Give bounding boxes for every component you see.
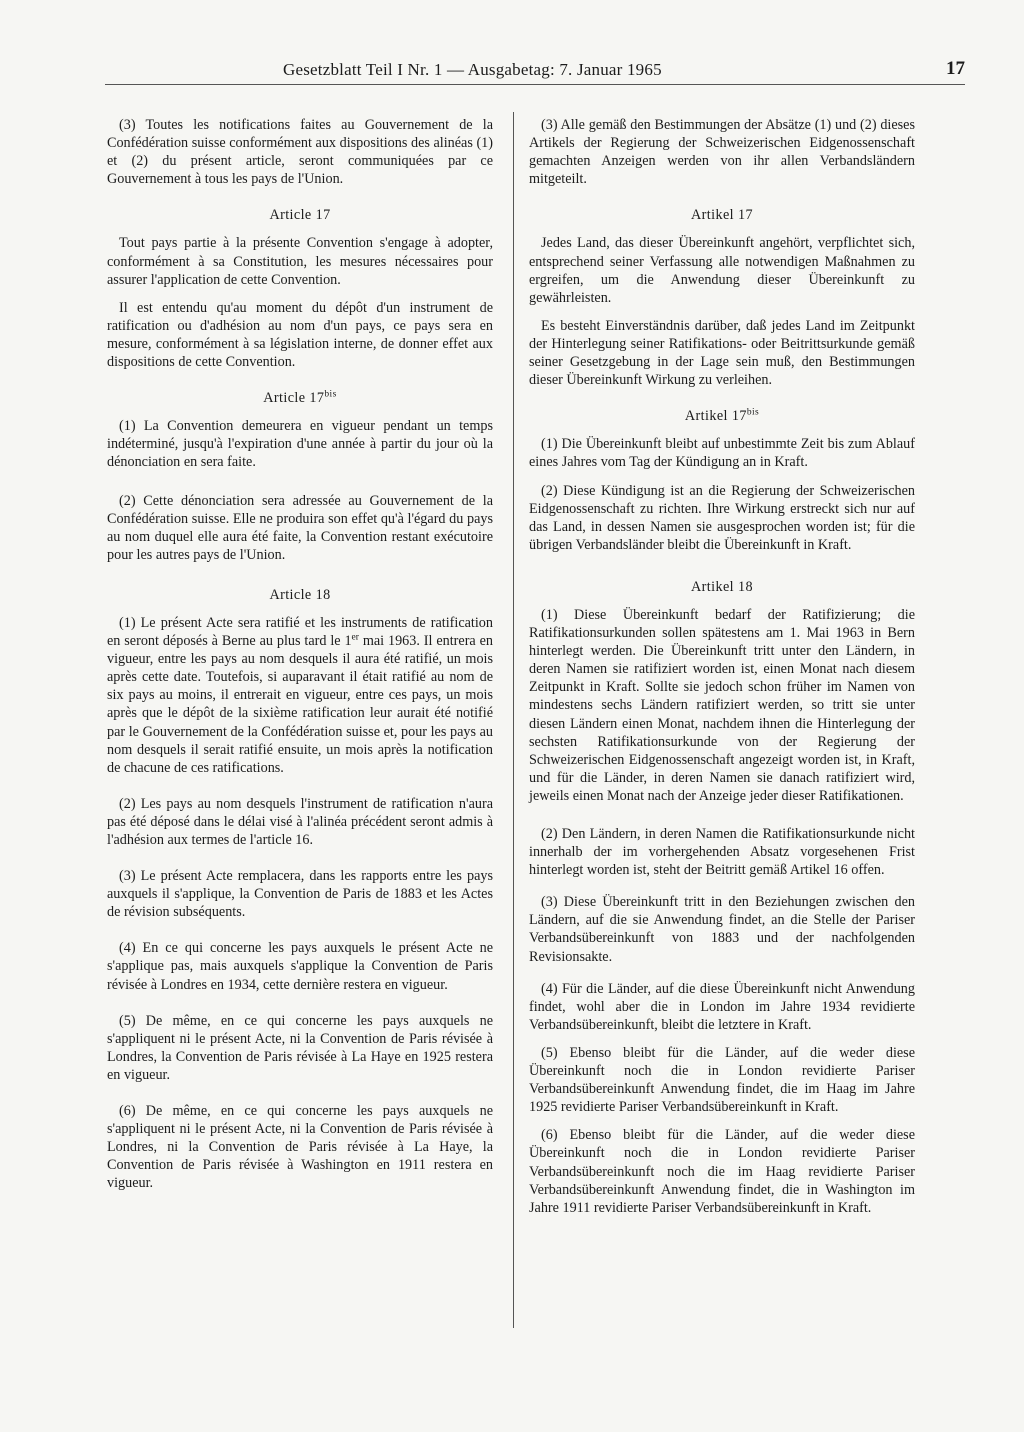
page-header [105, 58, 965, 88]
article-18-paragraph-5-fr: (5) De même, en ce qui concerne les pays auxquels ne s'appliquent ni le présent Acte, ni la Convention de Paris révisée à Londres, la Convention de Paris révisée à La Haye en 1925 restera en vigueur. [107, 1012, 493, 1083]
article-17bis-heading-fr [107, 389, 493, 407]
article-18-paragraph-2-fr: (2) Les pays au nom desquels l'instrument de ratification n'aura pas été déposé dans le délai visé à l'alinéa précédent seront admis à l'adhésion aux termes de l'article 16. [107, 795, 493, 848]
article-18-paragraph-1-fr [107, 614, 493, 777]
article-18-paragraph-1-text-b-fr: mai 1963. Il entrera en vigueur, entre les pays au nom desquels il aura été ratifié, un mois après cette date. Toutefois, si auparavant il était ratifié au nom de six pays au moins, il entrerait en vigueur, entre ces pays, un mois après que le dépôt de la sixième ratification leur aurait été notifié par le Gouvernement de la Confédération suisse et, pour les pays au nom desquels il serait ratifié ensuite, un mois après la notification de chacune de ces ratifications. [107, 633, 493, 776]
article-18-paragraph-2-de: (2) Den Ländern, in deren Namen die Ratifikationsurkunde nicht innerhalb der im vorhergehenden Absatz vorgesehenen Frist hinterlegt worden ist, steht der Beitritt gemäß Artikel 16 offen. [529, 826, 915, 879]
article-17bis-paragraph-2-fr: (2) Cette dénonciation sera adressée au Gouvernement de la Confédération suisse. Elle ne produira son effet qu'à l'égard du pays au nom duquel elle aura été faite, la Convention restant exécutoire pour les autres pays de l'Union. [107, 492, 493, 563]
article-18-paragraph-6-de: (6) Ebenso bleibt für die Länder, auf die weder diese Übereinkunft noch die in London revidierte Pariser Verbandsübereinkunft noch die im Haag revidierte Pariser Verbandsübereinkunft Anwendung findet, die in Washington im Jahre 1911 revidierte Pariser Verbandsübereinkunft in Kraft. [529, 1127, 915, 1216]
article-18-paragraph-5-de: (5) Ebenso bleibt für die Länder, auf die weder diese Übereinkunft noch die in London revidierte Pariser Verbandsübereinkunft Anwendung findet, die im Haag im Jahre 1925 revidierte Pariser Verbandsübereinkunft in Kraft. [529, 1044, 915, 1116]
article-17bis-paragraph-1-de: (1) Die Übereinkunft bleibt auf unbestimmte Zeit bis zum Ablauf eines Jahres vom Tag der Kündigung an in Kraft. [529, 436, 915, 471]
french-column [107, 112, 493, 1193]
article-16-paragraph-3-fr: (3) Toutes les notifications faites au Gouvernement de la Confédération suisse conformément aux dispositions des alinéas (1) et (2) du présent article, seront communiquées par ce Gouvernement à tous les pays de l'Union. [107, 117, 493, 188]
article-18-paragraph-4-de: (4) Für die Länder, auf die diese Übereinkunft nicht Anwendung findet, wohl aber die in London im Jahre 1934 revidierte Verbandsübereinkunft, bleibt die letztere in Kraft. [529, 980, 915, 1033]
article-18-paragraph-1-de: (1) Diese Übereinkunft bedarf der Ratifizierung; die Ratifikationsurkunden sollen spätestens am 1. Mai 1963 in Bern hinterlegt werden. Die Übereinkunft tritt unter den Ländern, in deren Namen sie ratifiziert worden ist, einen Monat nach diesem Zeitpunkt in Kraft. Sollte sie jedoch schon früher im Namen von mindestens sechs Ländern ratifiziert werden, so tritt sie unter diesen Ländern einen Monat, nachdem ihnen die Hinterlegung der sechsten Ratifikationsurkunde von der Regierung der Schweizerischen Eidgenossenschaft angezeigt worden ist, in Kraft, und für die Länder, in deren Namen sie danach ratifiziert wird, jeweils einen Monat nach der Anzeige jeder dieser Ratifikationen. [529, 606, 915, 804]
page-number: 17 [946, 58, 965, 79]
article-18-heading-de: Artikel 18 [691, 578, 753, 595]
article-17-heading-fr: Article 17 [269, 207, 331, 224]
article-17bis-superscript-fr: bis [324, 389, 337, 400]
article-17bis-label-de: Artikel 17 [684, 408, 747, 425]
article-17bis-superscript-de: bis [746, 407, 760, 418]
column-divider [513, 112, 514, 1328]
article-18-paragraph-1-superscript-fr: er [351, 632, 359, 643]
article-18-paragraph-3-de: (3) Diese Übereinkunft tritt in den Beziehungen zwischen den Ländern, auf die sie Anwendung findet, an die Stelle der Pariser Verbandsübereinkunft von 1883 und der nachfolgenden Revisionsakte. [529, 894, 915, 965]
article-18-paragraph-6-fr: (6) De même, en ce qui concerne les pays auxquels ne s'appliquent ni le présent Acte, ni la Convention de Paris révisée à Londres, ni la Convention de Paris révisée à La Haye, la Convention de Paris révisée à Washington en 1911 restera en vigueur. [107, 1103, 493, 1192]
article-18-paragraph-4-fr: (4) En ce qui concerne les pays auxquels le présent Acte ne s'applique pas, mais auxquels s'applique la Convention de Paris révisée à Londres en 1934, cette dernière restera en vigueur. [107, 940, 493, 993]
article-18-heading-fr: Article 18 [269, 586, 331, 603]
article-17bis-paragraph-2-de: (2) Diese Kündigung ist an die Regierung der Schweizerischen Eidgenossenschaft zu richten. Ihre Wirkung erstreckt sich nur auf das Land, in dessen Namen sie ausgesprochen worden ist; für die übrigen Verbandsländer bleibt die Übereinkunft in Kraft. [529, 482, 915, 553]
article-17-paragraph-1-fr: Tout pays partie à la présente Convention s'engage à adopter, conformément à sa Constitution, les mesures nécessaires pour assurer l'application de cette Convention. [107, 235, 493, 288]
header-title: Gesetzblatt Teil I Nr. 1 — Ausgabetag: 7. Januar 1965 [283, 60, 662, 79]
article-17bis-heading-de [529, 407, 915, 425]
article-18-paragraph-1-text-a-fr: (1) Le présent Acte sera ratifié et les instruments de ratification en seront déposés à Berne au plus tard le 1 [107, 614, 493, 650]
article-16-paragraph-3-de: (3) Alle gemäß den Bestimmungen der Absätze (1) und (2) dieses Artikels der Regierung der Schweizerischen Eidgenossenschaft gemachten Anzeigen werden von ihr allen Verbandsländern mitgeteilt. [529, 117, 915, 188]
article-17-heading-de: Artikel 17 [691, 207, 753, 224]
article-17-paragraph-2-fr: Il est entendu qu'au moment du dépôt d'un instrument de ratification ou d'adhésion au nom d'un pays, ce pays sera en mesure, conformément à sa législation interne, de donner effet aux dispositions de cette Convention. [107, 299, 493, 371]
article-17bis-paragraph-1-fr: (1) La Convention demeurera en vigueur pendant un temps indéterminé, jusqu'à l'expiration d'une année à partir du jour où la dénonciation en sera faite. [107, 418, 493, 471]
article-17bis-label-fr: Article 17 [263, 390, 325, 407]
article-17-paragraph-1-de: Jedes Land, das dieser Übereinkunft angehört, verpflichtet sich, entsprechend seiner Verfassung alle notwendigen Maßnahmen zu ergreifen, um die Anwendung dieser Übereinkunft zu gewährleisten. [529, 235, 915, 306]
german-column [529, 112, 915, 1217]
article-17-paragraph-2-de: Es besteht Einverständnis darüber, daß jedes Land im Zeitpunkt der Hinterlegung seiner Ratifikations- oder Beitrittsurkunde gemäß seiner Gesetzgebung in der Lage sein muß, den Bestimmungen dieser Übereinkunft Wirkung zu verleihen. [529, 317, 915, 389]
header-rule [105, 84, 965, 85]
article-18-paragraph-3-fr: (3) Le présent Acte remplacera, dans les rapports entre les pays auxquels il s'applique, la Convention de Paris de 1883 et les Actes de révision subséquents. [107, 868, 493, 921]
